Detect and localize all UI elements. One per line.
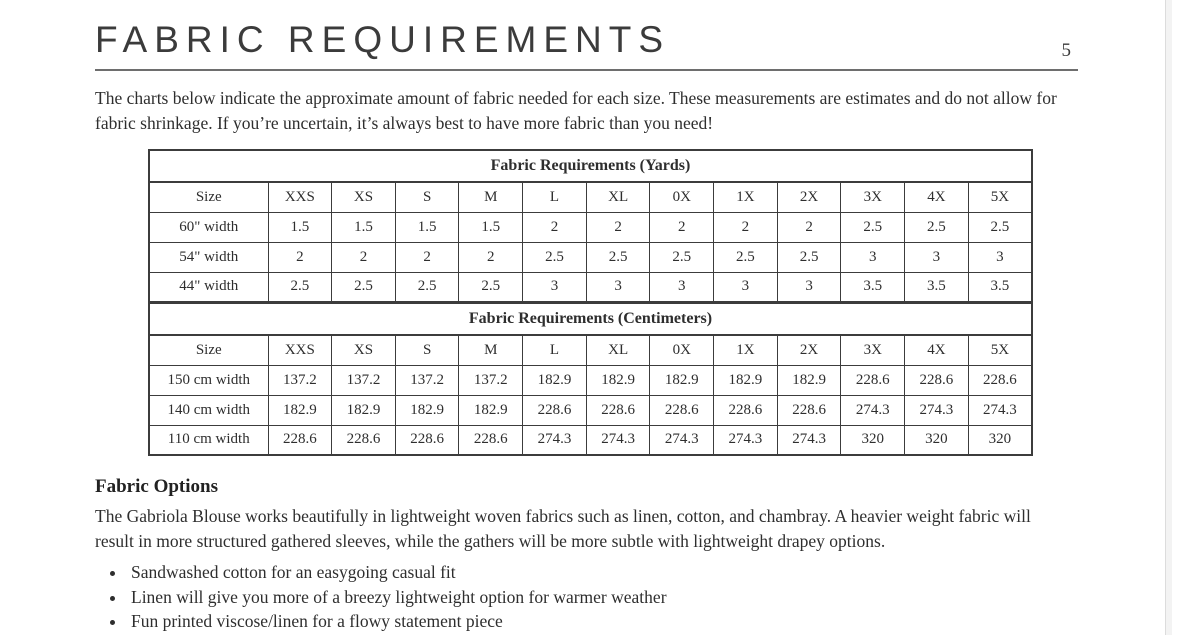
size-column-header: XS	[332, 182, 396, 212]
value-cell: 274.3	[714, 425, 778, 455]
size-column-header: XL	[586, 182, 650, 212]
size-column-header: 1X	[714, 335, 778, 365]
value-cell: 3	[523, 272, 587, 302]
size-column-header: L	[523, 182, 587, 212]
value-cell: 2	[650, 212, 714, 242]
table-header-row	[149, 182, 1032, 212]
table-title-row	[149, 303, 1032, 335]
table-header-row	[149, 335, 1032, 365]
size-column-header: S	[395, 182, 459, 212]
value-cell: 182.9	[332, 395, 396, 425]
size-column-header: M	[459, 335, 523, 365]
size-column-header: M	[459, 182, 523, 212]
value-cell: 182.9	[395, 395, 459, 425]
value-cell: 137.2	[395, 365, 459, 395]
value-cell: 3	[586, 272, 650, 302]
value-cell: 137.2	[332, 365, 396, 395]
table-title: Fabric Requirements (Yards)	[149, 150, 1032, 182]
value-cell: 3	[777, 272, 841, 302]
value-cell: 2.5	[714, 242, 778, 272]
value-cell: 3.5	[968, 272, 1032, 302]
value-cell: 320	[905, 425, 969, 455]
size-column-header: 0X	[650, 335, 714, 365]
value-cell: 2.5	[968, 212, 1032, 242]
table-title: Fabric Requirements (Centimeters)	[149, 303, 1032, 335]
value-cell: 228.6	[459, 425, 523, 455]
size-column-header: XL	[586, 335, 650, 365]
table-title-row	[149, 150, 1032, 182]
page-title: FABRIC REQUIREMENTS	[95, 19, 670, 60]
size-column-header: 5X	[968, 335, 1032, 365]
value-cell: 274.3	[523, 425, 587, 455]
value-cell: 274.3	[968, 395, 1032, 425]
value-cell: 228.6	[332, 425, 396, 455]
size-column-header: XXS	[268, 182, 332, 212]
table-row	[149, 425, 1032, 455]
title-divider	[95, 69, 1078, 71]
row-label: 150 cm width	[149, 365, 268, 395]
value-cell: 1.5	[395, 212, 459, 242]
value-cell: 2	[523, 212, 587, 242]
value-cell: 2	[777, 212, 841, 242]
size-column-header: 3X	[841, 182, 905, 212]
size-label-header: Size	[149, 182, 268, 212]
table-row	[149, 272, 1032, 302]
value-cell: 182.9	[268, 395, 332, 425]
value-cell: 3.5	[841, 272, 905, 302]
size-column-header: S	[395, 335, 459, 365]
value-cell: 182.9	[459, 395, 523, 425]
value-cell: 228.6	[777, 395, 841, 425]
value-cell: 2	[459, 242, 523, 272]
value-cell: 137.2	[459, 365, 523, 395]
value-cell: 2	[268, 242, 332, 272]
value-cell: 3	[968, 242, 1032, 272]
value-cell: 320	[968, 425, 1032, 455]
value-cell: 3	[714, 272, 778, 302]
fabric-options-heading: Fabric Options	[95, 476, 218, 497]
fabric-options-section	[95, 476, 1040, 634]
value-cell: 2.5	[777, 242, 841, 272]
value-cell: 228.6	[841, 365, 905, 395]
value-cell: 228.6	[395, 425, 459, 455]
value-cell: 274.3	[841, 395, 905, 425]
table-row	[149, 242, 1032, 272]
size-label-header: Size	[149, 335, 268, 365]
bullet-item: • Linen will give you more of a breezy lightweight option for warmer weather	[127, 585, 1040, 610]
value-cell: 1.5	[268, 212, 332, 242]
value-cell: 228.6	[650, 395, 714, 425]
size-column-header: 4X	[905, 335, 969, 365]
fabric-requirements-tables	[148, 149, 1172, 456]
value-cell: 182.9	[586, 365, 650, 395]
document-header	[0, 0, 1172, 62]
value-cell: 274.3	[650, 425, 714, 455]
row-label: 110 cm width	[149, 425, 268, 455]
table-row	[149, 365, 1032, 395]
size-column-header: 4X	[905, 182, 969, 212]
value-cell: 228.6	[905, 365, 969, 395]
value-cell: 228.6	[268, 425, 332, 455]
value-cell: 228.6	[968, 365, 1032, 395]
value-cell: 2.5	[586, 242, 650, 272]
value-cell: 3.5	[905, 272, 969, 302]
size-column-header: 0X	[650, 182, 714, 212]
size-column-header: 1X	[714, 182, 778, 212]
size-column-header: 2X	[777, 182, 841, 212]
value-cell: 182.9	[714, 365, 778, 395]
value-cell: 182.9	[650, 365, 714, 395]
value-cell: 2.5	[905, 212, 969, 242]
fabric-options-paragraph: The Gabriola Blouse works beautifully in lightweight woven fabrics such as linen, cotton, and chambray. A heavier weight fabric will result in more structured gathered sleeves, while the gathers will be more subtle with lightweight drapey options.	[95, 506, 1031, 551]
row-label: 54" width	[149, 242, 268, 272]
row-label: 140 cm width	[149, 395, 268, 425]
fabric-options-list	[95, 560, 1040, 634]
size-column-header: L	[523, 335, 587, 365]
table-row	[149, 212, 1032, 242]
value-cell: 2.5	[523, 242, 587, 272]
value-cell: 2	[332, 242, 396, 272]
size-column-header: 2X	[777, 335, 841, 365]
value-cell: 182.9	[523, 365, 587, 395]
value-cell: 2	[714, 212, 778, 242]
value-cell: 182.9	[777, 365, 841, 395]
value-cell: 228.6	[714, 395, 778, 425]
value-cell: 2	[586, 212, 650, 242]
value-cell: 1.5	[459, 212, 523, 242]
value-cell: 2	[395, 242, 459, 272]
value-cell: 274.3	[586, 425, 650, 455]
value-cell: 228.6	[586, 395, 650, 425]
value-cell: 320	[841, 425, 905, 455]
value-cell: 274.3	[905, 395, 969, 425]
value-cell: 274.3	[777, 425, 841, 455]
fabric-requirements-yards-table	[148, 149, 1033, 303]
value-cell: 2.5	[332, 272, 396, 302]
value-cell: 2.5	[650, 242, 714, 272]
value-cell: 1.5	[332, 212, 396, 242]
intro-paragraph: The charts below indicate the approximate amount of fabric needed for each size. These measurements are estimates and do not allow for fabric shrinkage. If you’re uncertain, it’s always best to have more fabric than you need!	[95, 88, 1057, 133]
value-cell: 3	[841, 242, 905, 272]
size-column-header: 5X	[968, 182, 1032, 212]
value-cell: 2.5	[459, 272, 523, 302]
row-label: 44" width	[149, 272, 268, 302]
table-row	[149, 395, 1032, 425]
page-edge-strip	[1165, 0, 1172, 635]
value-cell: 2.5	[395, 272, 459, 302]
size-column-header: 3X	[841, 335, 905, 365]
value-cell: 2.5	[268, 272, 332, 302]
bullet-item: • Sandwashed cotton for an easygoing casual fit	[127, 560, 1040, 585]
value-cell: 137.2	[268, 365, 332, 395]
size-column-header: XXS	[268, 335, 332, 365]
page-number: 5	[1061, 40, 1071, 61]
value-cell: 2.5	[841, 212, 905, 242]
value-cell: 228.6	[523, 395, 587, 425]
row-label: 60" width	[149, 212, 268, 242]
value-cell: 3	[905, 242, 969, 272]
bullet-item: • Fun printed viscose/linen for a flowy statement piece	[127, 609, 1040, 634]
value-cell: 3	[650, 272, 714, 302]
fabric-requirements-centimeters-table	[148, 302, 1033, 456]
size-column-header: XS	[332, 335, 396, 365]
